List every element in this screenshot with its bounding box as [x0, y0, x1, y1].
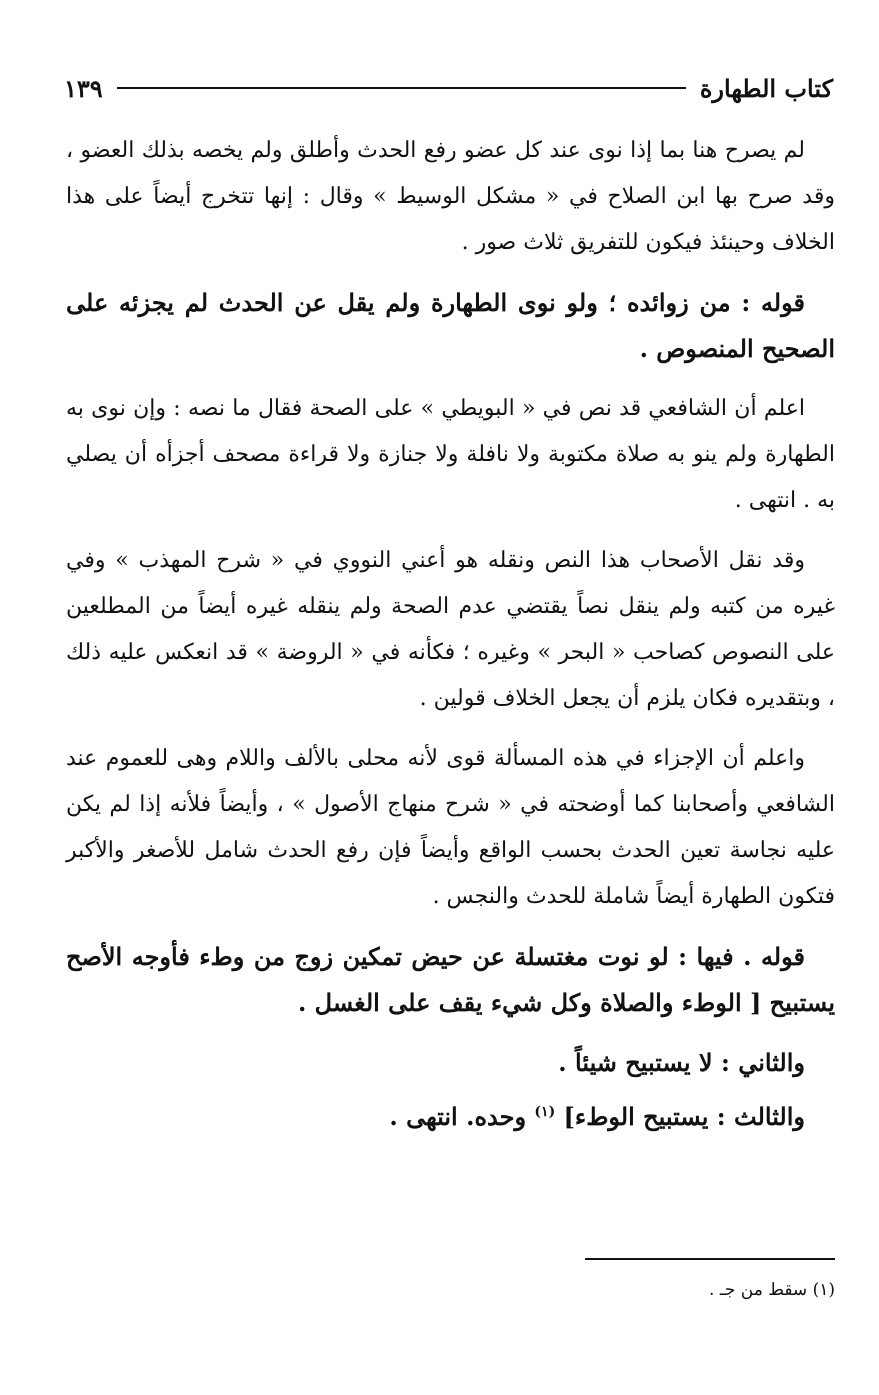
paragraph-4: واعلم أن الإجزاء في هذه المسألة قوى لأنه محلى بالألف واللام وهى للعموم عند الشافعي وأصحابنا كما أوضحته في « شرح منهاج الأصول » ، وأيضاً فلأنه إذا لم يكن عليه نجاسة تعين الحدث بحسب الواقع وأيضاً فإن رفع الحدث شامل للأصغر والأكبر فتكون الطهارة أيضاً شاملة للحدث والنجس . — [66, 746, 835, 909]
quoted-heading-2: قوله . فيها : لو نوت مغتسلة عن حيض تمكين زوج من وطء فأوجه الأصح يستبيح [ الوطء والصلاة وكل شيء يقف على الغسل . — [66, 942, 835, 1017]
chapter-title: كتاب الطهارة — [699, 73, 833, 103]
main-text — [66, 128, 835, 1148]
footnote-reference: (١) — [534, 1104, 556, 1120]
paragraph-3: وقد نقل الأصحاب هذا النص ونقله هو أعني النووي في « شرح المهذب » وفي غيره من كتبه ولم ينقل نصاً يقتضي عدم الصحة ولم ينقله غيره أيضاً من المطلعين على النصوص كصاحب « البحر » وغيره ؛ فكأنه في « الروضة » قد انعكس عليه ذلك ، وبتقديره فكان يلزم أن يجعل الخلاف قولين . — [66, 548, 835, 711]
third-view-ending: وحده. انتهى . — [389, 1102, 527, 1131]
paragraph-1: لم يصرح هنا بما إذا نوى عند كل عضو رفع الحدث وأطلق ولم يخصه بذلك العضو ، وقد صرح بها ابن الصلاح في « مشكل الوسيط » وقال : إنها تتخرج أيضاً على هذا الخلاف وحينئذ فيكون للتفريق ثلاث صور . — [66, 138, 835, 255]
third-view-text: والثالث : يستبيح الوطء] — [563, 1102, 805, 1131]
quoted-line-third-view — [66, 1094, 835, 1140]
footnote-separator — [585, 1258, 835, 1260]
paragraph-2: اعلم أن الشافعي قد نص في « البويطي » على الصحة فقال ما نصه : وإن نوى به الطهارة ولم ينو به صلاة مكتوبة ولا نافلة ولا جنازة ولا قراءة مصحف أجزأه أن يصلي به . انتهى . — [66, 396, 835, 513]
quoted-line-second-view: والثاني : لا يستبيح شيئاً . — [558, 1048, 805, 1077]
footnote: (١) سقط من جـ . — [709, 1280, 835, 1300]
header-rule — [117, 87, 686, 89]
running-header — [64, 68, 833, 108]
quoted-heading-1: قوله : من زوائده ؛ ولو نوى الطهارة ولم يقل عن الحدث لم يجزئه على الصحيح المنصوص . — [66, 288, 835, 363]
page-number: ١٣٩ — [64, 73, 103, 103]
